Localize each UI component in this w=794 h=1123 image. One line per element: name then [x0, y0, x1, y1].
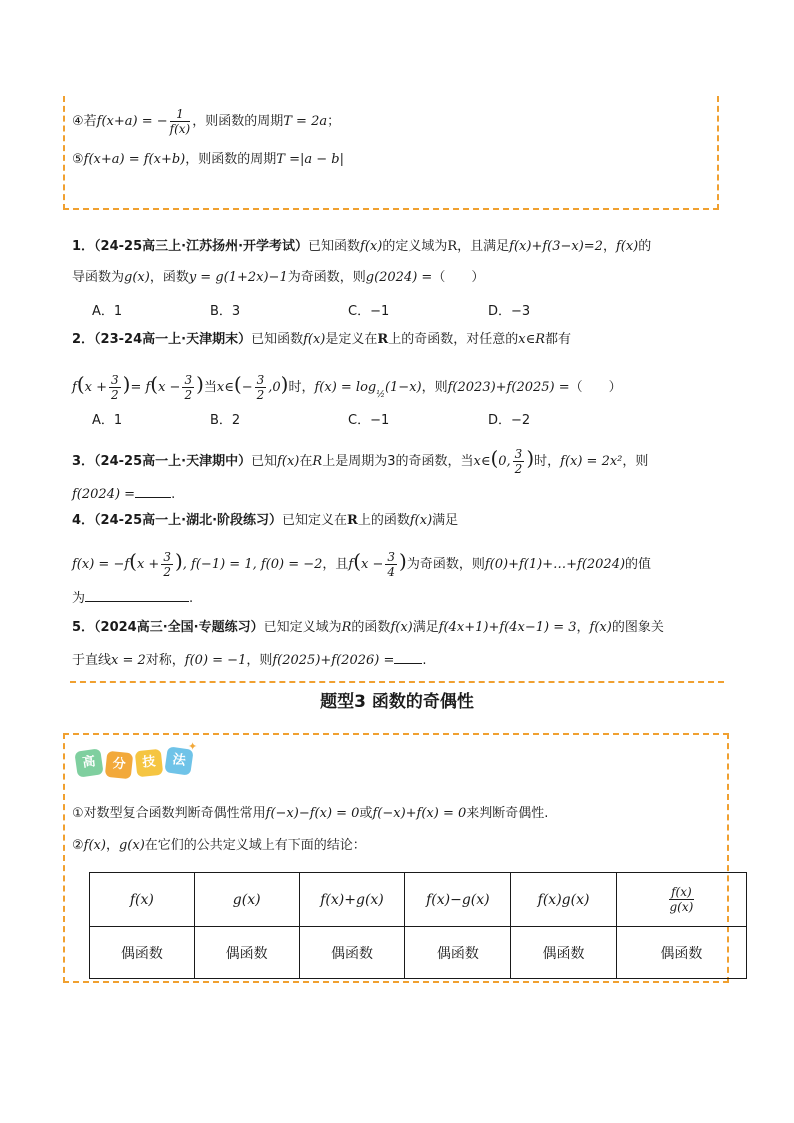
question-1-line-2: 导函数为g(x)，函数y = g(1+2x)−1为奇函数，则g(2024) =（ ）	[72, 270, 485, 285]
q1-option-b[interactable]: B．3	[210, 304, 241, 319]
table-cell: 偶函数	[616, 927, 746, 979]
section-title: 题型3 函数的奇偶性	[320, 692, 474, 712]
table-header-cell: f(x)g(x)	[511, 873, 617, 927]
top-box-left-border	[63, 96, 65, 210]
table-header-cell: $\frac{f(x)}{g(x)}$	[616, 873, 746, 927]
question-4-line-3: 为 .	[72, 587, 193, 609]
q2-option-d[interactable]: D．−2	[488, 413, 531, 428]
tips-badge	[76, 740, 198, 780]
question-4-line-1: 4．（24-25高一上·湖北·阶段练习）已知定义在R上的函数f(x)满足	[72, 513, 459, 528]
q1-option-d[interactable]: D．−3	[488, 304, 531, 319]
question-3-line-1: 3．（24-25高一上·天津期中）已知f(x)在R上是周期为3的奇函数，当x∈(0, $\frac{3}{2}$ )时，f(x) = 2x²，则	[72, 446, 649, 476]
question-4-line-2: f(x) = −f(x + $\frac{3}{2}$ ), f(−1) = 1, f(0) = −2，且f(x − $\frac{3}{4}$ )为奇函数，则f(0)+f(1)+…+f(2024)的值	[72, 549, 652, 579]
question-5-line-1: 5．（2024高三·全国·专题练习）已知定义域为R的函数f(x)满足f(4x+1)+f(4x−1) = 3，f(x)的图象关	[72, 620, 664, 635]
section-separator	[70, 681, 724, 683]
badge-char-1: 高	[74, 748, 103, 777]
table-cell: 偶函数	[90, 927, 195, 979]
tips-line-1: ①对数型复合函数判断奇偶性常用f(−x)−f(x) = 0或f(−x)+f(x) = 0来判断奇偶性.	[72, 806, 549, 821]
question-3-line-2: f(2024) = .	[72, 483, 175, 505]
badge-char-2: 分	[105, 751, 134, 780]
table-header-cell: f(x)−g(x)	[405, 873, 511, 927]
q2-option-c[interactable]: C．−1	[348, 413, 390, 428]
parity-table	[89, 872, 747, 979]
question-1-line-1: 1．（24-25高三上·江苏扬州·开学考试）已知函数f(x)的定义域为R，且满足f(x)+f(3−x)=2，f(x)的	[72, 239, 652, 254]
sparkle-icon: ✦	[188, 740, 198, 753]
question-2-line-1: 2．（23-24高一上·天津期末）已知函数f(x)是定义在R上的奇函数，对任意的x∈R都有	[72, 332, 571, 347]
top-box-bottom-border	[63, 208, 719, 210]
table-cell: 偶函数	[405, 927, 511, 979]
q1-option-a[interactable]: A．1	[92, 304, 123, 319]
tip-item-5: ⑤f(x+a) = f(x+b)，则函数的周期T =|a − b|	[72, 152, 344, 167]
table-row	[90, 927, 747, 979]
q2-option-b[interactable]: B．2	[210, 413, 241, 428]
table-header-cell: f(x)	[90, 873, 195, 927]
table-cell: 偶函数	[194, 927, 299, 979]
question-5-line-2: 于直线x = 2对称，f(0) = −1，则f(2025)+f(2026) = .	[72, 649, 427, 671]
badge-char-3: 技	[135, 749, 164, 778]
q1-option-c[interactable]: C．−1	[348, 304, 390, 319]
q3-answer-blank[interactable]	[135, 483, 171, 498]
top-box-right-border	[717, 96, 719, 210]
tips-line-2: ②f(x)，g(x)在它们的公共定义域上有下面的结论：	[72, 838, 366, 853]
q2-option-a[interactable]: A．1	[92, 413, 123, 428]
table-header-cell: g(x)	[194, 873, 299, 927]
table-cell: 偶函数	[511, 927, 617, 979]
q5-answer-blank[interactable]	[394, 649, 422, 664]
table-header-row	[90, 873, 747, 927]
table-header-cell: f(x)+g(x)	[299, 873, 405, 927]
q4-answer-blank[interactable]	[85, 587, 189, 602]
tip-item-4: ④若f(x+a) = − $\frac{1}{f(x)}$ ，则函数的周期T = 2a；	[72, 107, 341, 136]
question-2-line-2: f(x + $\frac{3}{2}$ )= f(x − $\frac{3}{2}$ )当x∈(− $\frac{3}{2}$ ,0)时，$f(x) = \log_{\frac{1}{2}}(1-x)$，则f(2023)+f(2025) =（ ）	[72, 372, 622, 402]
table-cell: 偶函数	[299, 927, 405, 979]
badge-char-4: 法	[164, 746, 193, 775]
